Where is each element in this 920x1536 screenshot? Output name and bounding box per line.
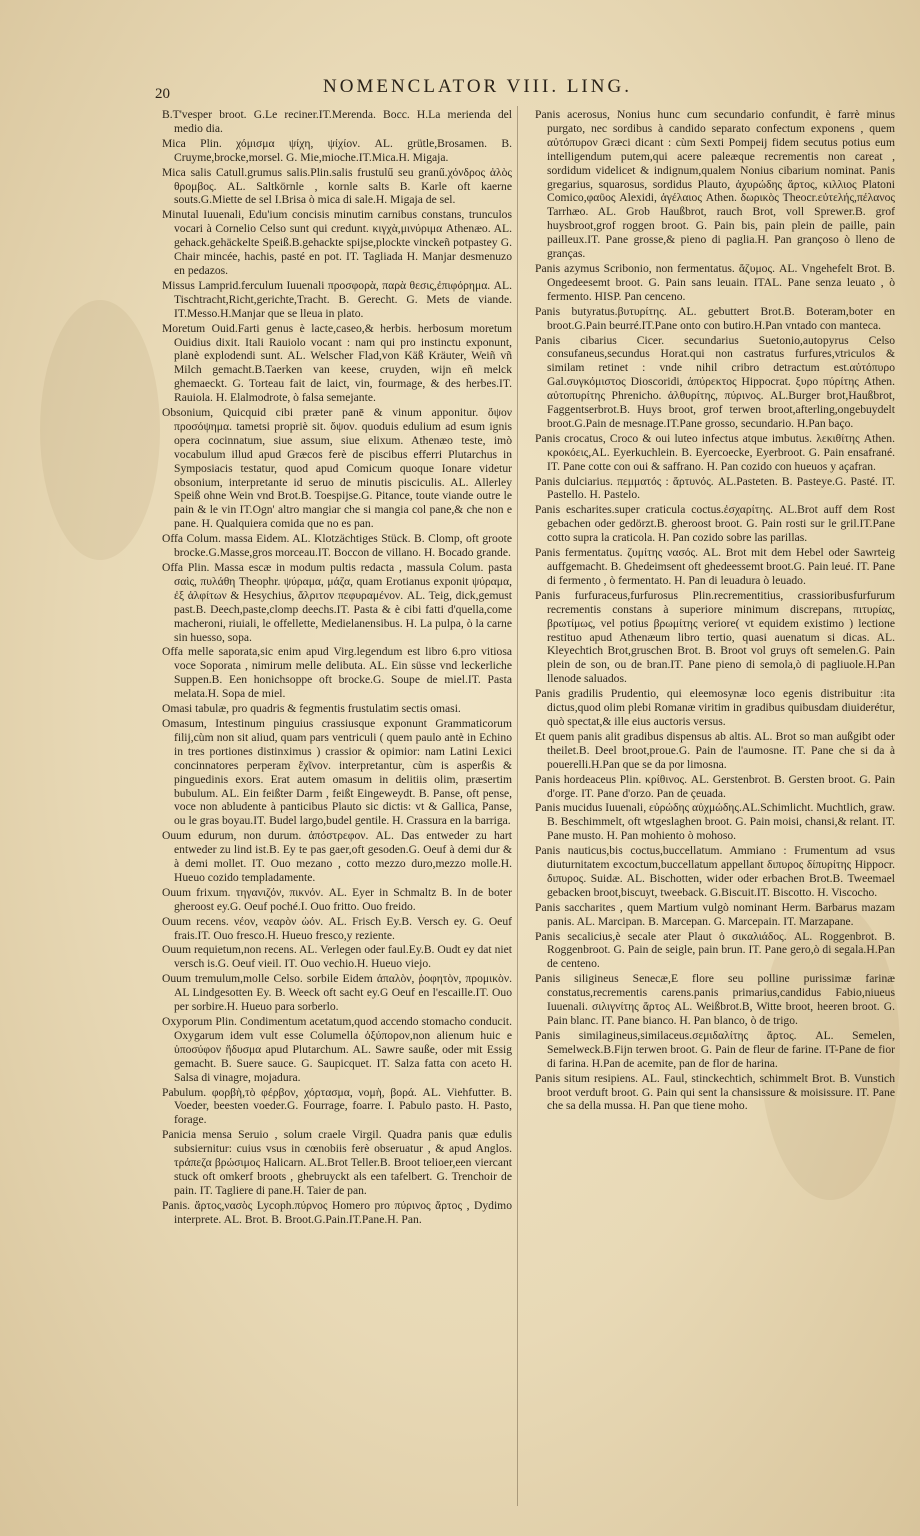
dictionary-entry: Ouum frixum. τηγανιζόν, πικνόν. AL. Eyer in Schmaltz B. In de boter gheroost ey.G. Oeuf poché.I. Ouo fritto. Ouo freido. xyxy=(162,885,512,913)
dictionary-entry: Panis crocatus, Croco & oui luteo infectus atque imbutus. λεκιθίτης Athen. κροκόεις,AL. Eyerkuchlein. B. Eyercoecke, Eyerbroot. G. Pain ensafrané. IT. Pane cotte con oui & saffrano. H. Pan cozido con hueuos y açafran. xyxy=(535,431,895,473)
dictionary-entry: Panis azymus Scribonio, non fermentatus. ἄζυμος. AL. Vngehefelt Brot. B. Ongedeesemt broot. G. Pain sans leuain. ITAL. Pane senza leuato , ò fermento. HISP. Pan cenceno. xyxy=(535,261,895,303)
dictionary-entry: Missus Lamprid.ferculum Iuuenali προσφορὰ, παρὰ θεσις,ἐπιφόρημα. AL. Tischtracht,Richt,gerichte,Tracht. B. Gerecht. G. Mets de viande. IT.Messo.H.Manjar que se lleua in plato. xyxy=(162,278,512,320)
right-column xyxy=(535,108,895,1114)
dictionary-entry: B.T'vesper broot. G.Le reciner.IT.Merenda. Bocc. H.La merienda del medio dia. xyxy=(162,108,512,135)
paper-stain xyxy=(40,300,160,560)
dictionary-entry: Ouum edurum, non durum. ἀπόστρεφον. AL. Das entweder zu hart entweder zu lind ist.B. Ey te pas gaer,oft gesoden.G. Oeuf à demi dur & à demi mollet. IT. Ouo mezano , cotto mezzo duro,mezzo molle.H. Hueuo cozido templadamente. xyxy=(162,829,512,884)
dictionary-entry: Omasi tabulæ, pro quadris & fegmentis frustulatim sectis omasi. xyxy=(162,702,461,716)
dictionary-entry: Moretum Ouid.Farti genus è lacte,caseo,& herbis. herbosum moretum Ouidius dixit. Itali Rauiolo vocant : nam qui pro instinctu exponunt, planè explodendi sunt. AL. Welscher Flad,von Käß Kräuter, Weiñ vñ Milch gemacht.B.Taerken van keese, cruyden, wijn eñ melck ghemaeckt. G. Torteau fait de laict, vin, fourmage, & des herbes.IT. Rauiola. H. Elalmodrote, ò falsa semejante. xyxy=(162,321,512,405)
dictionary-entry: Panis butyratus.βυτυρίτης. AL. gebuttert Brot.B. Boteram,boter en broot.G.Pain beurré.IT.Pane onto con butiro.H.Pan vntado con manteca. xyxy=(535,304,895,332)
dictionary-entry: Panis cibarius Cicer. secundarius Suetonio,autopyrus Celso consufaneus,secundus Horat.qui non castratus furfures,vtriculos & similam retinet : vnde nihil cribro detractum est.αὐτόπυρο Gal.συγκόμιστος Dioscoridi, ἀπύρεκτος Hippocrat. ξυρο πύρίτης Athen. αὐτοπυρίτης Phrenicho. ἀλθυρίτης, πύρινος. AL.Burger brot,Haußbrot, Faggentserbrot.B. Huys broot, grof terwen broot,afterling,ongebuydelt broot.G.Pain de mesnage.IT.Pane grosso, secundario. H.Pan baço. xyxy=(535,333,895,430)
dictionary-entry: Panis hordeaceus Plin. κρίθινος. AL. Gerstenbrot. B. Gersten broot. G. Pain d'orge. IT. Pane d'orzo. Pan de çeuada. xyxy=(535,772,895,800)
dictionary-entry: Obsonium, Quicquid cibi præter panē & vinum apponitur. ὄψον προσόψημα. tametsi propriè sit. ὄψον. quoduis edulium ad esum ignis opera cocinnatum, siue assum, siue elixum. Athenæo teste, imò vocabulum illud apud Græcos ferè de piscibus efferri Plutarchus in Symposiacis testatur, quod apud Comicum quoque Ionare videtur obsonium, interpretante id seruo de minutis pisciculis. AL. Allerley Speiß ohne Wein vnd Brot.B. Toespijse.G. Pitance, toute viande outre le pain & le vin IT.Ogn' altro mangiar che si mangia col pane,& che non e pane. H. Qualquiera comida que no es pan. xyxy=(162,406,512,531)
dictionary-entry: Panis mucidus Iuuenali, εὐρώδης αὐχμώδης.AL.Schimlicht. Muchtlich, graw. B. Beschimmelt, oft wtgeslaghen broot. G. Pain moisi, chansi,& relant. IT. Pane musto. H. Pan mohiento ò mohoso. xyxy=(535,801,896,843)
dictionary-entry: Panis. ἄρτος,νασὸς Lycoph.πύρνος Homero pro πύρινος ἄρτος , Dydimo interprete. AL. Brot. B. Broot.G.Pain.IT.Pane.H. Pan. xyxy=(162,1198,512,1226)
dictionary-entry: Offa Plin. Massa escæ in modum pultis redacta , massula Colum. pasta σαὶς, πυλάθη Theophr. ψύραμα, μάζα, quam Erotianus exponit ψύραμα, ἐξ ἀλφίτων & Hesychius, ἄλριτον πεφυραμένον. AL. Teig, dick,gemust past.B. Deech,paste,clomp deechs.IT. Pasta & è cibi fatti d'quella,come macheroni, riuiali, le offellette, Medielanensibus. H. La pulpa, ò la carne sin huesso, sopa. xyxy=(162,561,512,644)
dictionary-entry: Panis situm resipiens. AL. Faul, stinckechtich, schimmelt Brot. B. Vunstich broot verduft broot. G. Pain qui sent la chansissure & moisissure. IT. Pane che sa della mussa. H. Pan que tiene moho. xyxy=(535,1071,895,1113)
dictionary-entry: Offa Colum. massa Eidem. AL. Klotzächtiges Stück. B. Clomp, oft groote brocke.G.Masse,gros morceau.IT. Boccon de villano. H. Bocado grande. xyxy=(162,532,512,560)
dictionary-entry: Ouum recens. νέον, νεαρὸν ὠόν. AL. Frisch Ey.B. Versch ey. G. Oeuf frais.IT. Ouo fresco.H. Hueuo fresco,y reziente. xyxy=(162,914,512,942)
dictionary-entry: Mica salis Catull.grumus salis.Plin.salis frustulű seu granű.χόνδρος ἁλὸς θρομβος. AL. Saltkörnle , kornle salts B. Karle oft kaerne souts.G.Miette de sel I.Brisa ò mica di sale.H. Migaja de sel. xyxy=(162,165,512,207)
dictionary-entry: Ouum requietum,non recens. AL. Verlegen oder faul.Ey.B. Oudt ey dat niet versch is.G. Oeuf vieil. IT. Ouo vechio.H. Hueuo viejo. xyxy=(162,943,512,971)
dictionary-entry: Panis dulciarius. πεμματός : ἄρτυνός. AL.Pasteten. B. Pasteye.G. Pasté. IT. Pastello. H. Pastelo. xyxy=(535,474,895,502)
dictionary-entry: Oxyporum Plin. Condimentum acetatum,quod accendo stomacho conducit. Oxygarum idem vult esse Columella ὀξύπορον,non alienum huic e ὑποσύφον ἥδυσμα apud Plutarchum. AL. Sawre sauße, oder mit Essig gemacht. B. Suere sauce. G. Saupicquet. IT. Salza fatta con aceto H. Salsa di vinagre, mojadura. xyxy=(162,1015,512,1084)
dictionary-entry: Mica Plin. χόμισμα ψίχη, ψίχίον. AL. grütle,Brosamen. B. Cruyme,brocke,morsel. G. Mie,mioche.IT.Mica.H. Migaja. xyxy=(162,136,512,164)
dictionary-entry: Panis saccharites , quem Martium vulgò nominant Herm. Barbarus mazam panis. AL. Marcipan. B. Marcepan. G. Marcepain. IT. Marzapane. xyxy=(535,900,895,928)
dictionary-entry: Panis siligineus Senecæ,E flore seu polline purissimæ farinæ constatus,recrementis carens.panis primarius,candidus Fabio,niueus Iuuenali. σιλιγνίτης ἄρτος AL. Weißbrot.B, Witte broot, heeren broot. G. Pain blanc. IT. Pane bianco. H. Pan blanco, ò de trigo. xyxy=(535,972,895,1027)
dictionary-entry: Et quem panis alit gradibus dispensus ab altis. AL. Brot so man außgibt oder theilet.B. Deel broot,proue.G. Pain de l'aumosne. IT. Pane che si da à pouerelli.H.Pan que se da por limosna. xyxy=(535,729,895,771)
dictionary-entry: Panis gradilis Prudentio, qui eleemosynæ loco egenis distribuitur :ita dictus,quod olim plebi Romanæ viritim in gradibus quibusdam diuiderétur, quò spectat,& ille eius auctoris versus. xyxy=(535,687,895,728)
dictionary-entry: Omasum, Intestinum pinguius crassiusque exponunt Grammaticorum filij,cùm non sit aliud, quam pars ventriculi ( quem paulo antè in Echino in tres portiones distinximus ) crassior & opimior: nam Latini Lexici concinnatores perperam ἔχῖνον. interpretantur, cùm is asperßis & pinguedinis exors. Erat autem omasum in delitiis olim, præsertim bubulum. AL. Ein feißter Darm , feißt Eingeweydt. B. Panse, oft pense, voce non abludente à panticibus Plauto sic dictis: vt & Gallica, Panse, ou le gras boyau.IT. Budel largo,budel gentile. H. Crassura en la barriga. xyxy=(162,716,512,828)
page-number: 20 xyxy=(155,86,170,102)
dictionary-entry: Minutal Iuuenali, Edu'ium concisis minutim carnibus constans, trunculos vocari à Cornelio Celso sunt qui credunt. κιγχὰ,μινύριμα Athenæo. AL. gehack.gehäckelte Speiß.B.gehackte spijse,plockte vinckeñ potpastey G. Chair mincée, hachis, pasté en pot. IT. Tagliada H. Manjar desmenuzo en pedazos. xyxy=(162,208,512,277)
column-divider xyxy=(517,106,518,1506)
dictionary-entry: Pabulum. φορβὴ,τὸ φέρβον, χόρτασμα, νομὴ, βορά. AL. Viehfutter. B. Voeder, beesten voeder.G. Fourrage, foarre. I. Pabulo pasto. H. Pasto, forage. xyxy=(162,1085,512,1127)
dictionary-entry: Panis acerosus, Nonius hunc cum secundario confundit, è farrè minus purgato, nec sordibus à candido separato confectum exponens , quem αὐτόπυρον Græci dicant : cùm Sexti Pompeij fidem secutus potius eum intelligendum putem,qui acere paleæque recrementis non careat , sordidum videlicet & indignum,qualem Nonius cibarium nominat. Panis gregarius, squarosus, sordidus Plauto, ἀχυρώδης ἄρτος, κιλλιος Platoni Comico,φαῦος Alexidi, ἀγέλαιος Athen. δωρικὸς Theocr.εὐτελής,πέλανος Tarrhæo. AL. Grob Haußbrot, rauch Brot, voll Sprewer.B. grof huysbroot,grof roggen broot. G. Pain bis, pain plein de paille, pain pailleux.IT. Pane grosse,& pieno di paglia.H. Pan grançoso ò lleno de granças. xyxy=(535,108,895,261)
dictionary-entry: Panis similagineus,similaceus.σεμιδαλίτης ἄρτος. AL. Semelen, Semelweck.B.Fijn terwen broot. G. Pain de fleur de farine. IT-Pane de fior di farina. H.Pan de acemite, pan de flor de harina. xyxy=(535,1028,895,1070)
dictionary-entry: Panis furfuraceus,furfurosus Plin.recrementitius, crassioribusfurfurum recrementis constans à superiore minimum discrepans, πιτυρίας, βρωτίμως, vel potius βρωμίτης veriore( vt equidem existimo ) lectione restituo apud Athenæum libro tertio, quasi auenatum si dicas. AL. Kleyechtich Brot,gruschen Brot. B. Broot vol gruys oft semelen.G. Pain plein de son, ou de bran.IT. Pane pieno di semola,ò di pagliuole.H.Pan llenode saluados. xyxy=(535,588,895,686)
page-header xyxy=(155,76,895,102)
left-column xyxy=(162,108,512,1228)
dictionary-entry: Panicia mensa Seruio , solum craele Virgil. Quadra panis quæ edulis subsiernitur: cuius vsus in cœnobiis ferè obseruatur , & apud Anglos. τράπεζα βρώσιμος Halicarn. AL.Brot Teller.B. Broot telioer,een viercant stuck oft omkerf broots , ghebruyckt als een tafelbert. G. Trenchoir de pain. IT. Tagliere di pane.H. Taier de pan. xyxy=(162,1128,512,1197)
dictionary-entry: Ouum tremulum,molle Celso. sorbile Eidem ἀπαλὸν, ῥοφητὸν, προμικὸν. AL Lindgesotten Ey. B. Weeck oft sacht ey.G Oeuf en l'escaille.IT. Ouo per sorbire.H. Hueuo para sorberlo. xyxy=(162,972,512,1014)
dictionary-entry: Panis nauticus,bis coctus,buccellatum. Ammiano : Frumentum ad vsus diuturnitatem excoctum,buccellatum appellant διπυρος δίπυρίτης Hippocr. διπυρος. Suidæ. AL. Bischotten, wider oder erbachen Brot.B. Tweemael gebacken broot,biscuyt, tweeback. G.Biscuit.IT. Biscotto. H. Viscocho. xyxy=(535,844,895,899)
running-title: NOMENCLATOR VIII. LING. xyxy=(323,76,632,97)
dictionary-entry: Offa melle saporata,sic enim apud Virg.legendum est libro 6.pro vitiosa voce Soporata , nimirum melle delibuta. AL. Ein süsse vnd leckerliche Suppen.B. Een honichsoppe oft brocke.G. Soupe de miel.IT. Pasta melata.H. Sopa de miel. xyxy=(162,645,512,701)
dictionary-entry: Panis fermentatus. ζυμίτης νασός. AL. Brot mit dem Hebel oder Sawrteig auffgemacht. B. Ghedeimsent oft ghedeessemt broot.G. Pain leué. IT. Pane di fermento , ò fermentato. H. Pan di leuadura ò leuado. xyxy=(535,546,895,587)
dictionary-entry: Panis escharites.super craticula coctus.ἐσχαρίτης. AL.Brot auff dem Rost gebachen oder gedörzt.B. gheroost broot. G. Pain rosti sur le gril.IT.Pane cotto supra la craticola. H. Pan cozido sobre las parillas. xyxy=(535,503,895,545)
dictionary-entry: Panis secalicius,è secale ater Plaut ὁ σικαλιάδος. AL. Roggenbrot. B. Roggenbroot. G. Pain de seigle, pain brun. IT. Pane gero,ò di segala.H.Pan de centeno. xyxy=(535,929,895,971)
